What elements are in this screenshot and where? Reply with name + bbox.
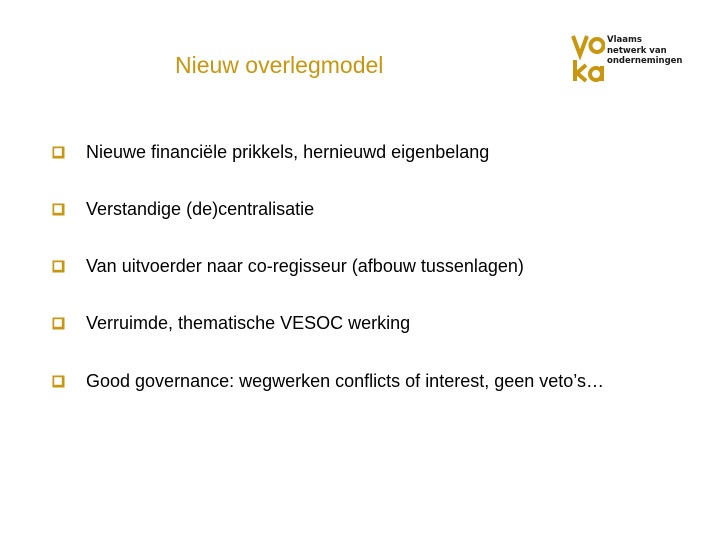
bullet-item [52, 369, 604, 393]
checkbox-square-icon [52, 203, 65, 216]
voka-logo [571, 33, 691, 83]
bullet-text: Verruimde, thematische VESOC werking [86, 313, 411, 333]
checkbox-square-icon [52, 317, 65, 330]
bullet-item [52, 140, 489, 164]
logo-tagline-line: Vlaams [607, 35, 642, 45]
checkbox-square-icon [52, 375, 65, 388]
bullet-text: Van uitvoerder naar co-regisseur (afbouw tussenlagen) [86, 256, 524, 276]
checkbox-square-icon [52, 146, 65, 159]
voka-logo-mark [571, 33, 605, 83]
logo-tagline [607, 35, 682, 67]
bullet-item [52, 311, 410, 335]
checkbox-square-icon [52, 260, 65, 273]
slide-title: Nieuw overlegmodel [175, 52, 384, 78]
bullet-text: Nieuwe financiële prikkels, hernieuwd eigenbelang [86, 142, 490, 162]
bullet-item [52, 197, 314, 221]
logo-tagline-line: ondernemingen [607, 56, 683, 66]
logo-tagline-line: netwerk van [607, 45, 667, 56]
bullet-item [52, 254, 524, 278]
bullet-text: Good governance: wegwerken conflicts of interest, geen veto’s… [86, 371, 604, 391]
bullet-text: Verstandige (de)centralisatie [86, 199, 315, 219]
